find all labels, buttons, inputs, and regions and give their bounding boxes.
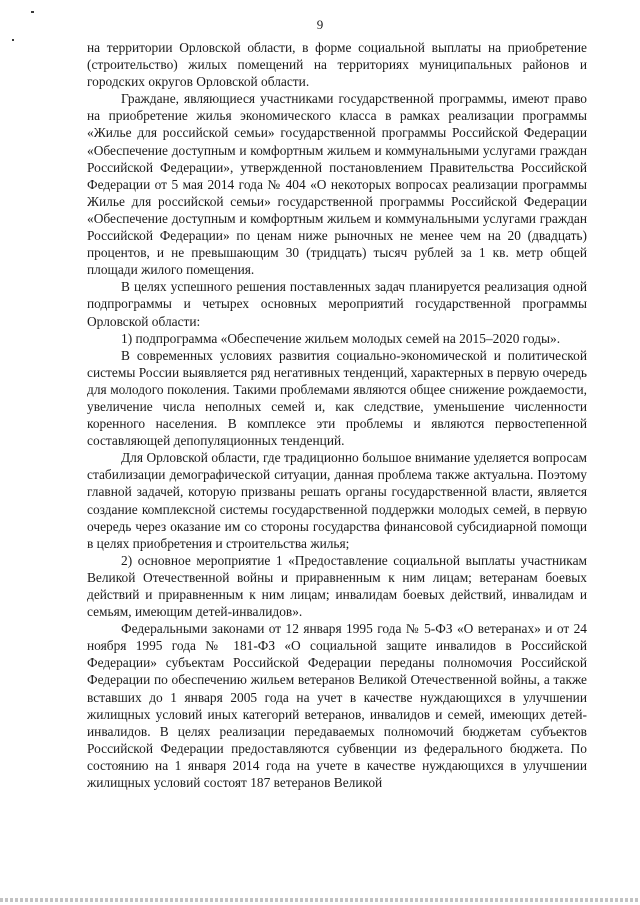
scan-edge <box>0 898 640 902</box>
scan-mark <box>31 11 34 13</box>
paragraph: Граждане, являющиеся участниками государственной программы, имеют право на приобретение жилья экономического класса в рамках реализации программы «Жилье для российской семьи» государственной программы Российской Федерации «Обеспечение доступным и комфортным жильем и коммунальными услугами граждан Российской Федерации», утвержденной постановлением Правительства Российской Федерации от 5 мая 2014 года № 404 «О некоторых вопросах реализации программы Жилье для российской семьи» государственной программы Российской Федерации «Обеспечение доступным и комфортным жильем и коммунальными услугами граждан Российской Федерации» по ценам ниже рыночных не менее чем на 20 (двадцать) процентов, и не превышающим 30 (тридцать) тысяч рублей за 1 кв. метр общей площади жилого помещения. <box>87 91 587 278</box>
list-item-heading: 1) подпрограмма «Обеспечение жильем молодых семей на 2015–2020 годы». <box>121 330 561 346</box>
page-number: 9 <box>316 17 324 32</box>
paragraph: Федеральными законами от 12 января 1995 года № 5-ФЗ «О ветеранах» и от 24 ноября 1995 года № 181-ФЗ «О социальной защите инвалидов в Российской Федерации» субъектам Российской Федерации переданы полномочия Российской Федерации по обеспечению жильем ветеранов Великой Отечественной войны, а также вставших до 1 января 2005 года на учет в качестве нуждающихся в улучшении жилищных условий иных категорий ветеранов, инвалидов и семей, имеющих детей-инвалидов. В целях реализации передаваемых полномочий бюджетам субъектов Российской Федерации предоставляются субвенции из федерального бюджета. По состоянию на 1 января 2014 года на учете в качестве нуждающихся в улучшении жилищных условий состоят 187 ветеранов Великой <box>87 621 587 791</box>
list-item-heading: 2) основное мероприятие 1 «Предоставление социальной выплаты участникам Великой Отечественной войны и приравненным к ним лицам; ветеранам боевых действий и приравненным к ним лицам; инвалидам боевых действий, инвалидам и семьям, имеющим детей-инвалидов». <box>87 552 587 620</box>
body-text <box>87 39 587 791</box>
scan-mark <box>12 39 14 41</box>
paragraph: В целях успешного решения поставленных задач планируется реализация одной подпрограммы и четырех основных мероприятий государственной программы Орловской области: <box>87 279 587 329</box>
paragraph: В современных условиях развития социально-экономической и политической системы России выявляется ряд негативных тенденций, характерных в первую очередь для молодого поколения. Такими проблемами являются общее снижение рождаемости, увеличение числа неполных семей и, как следствие, уменьшение численности коренного населения. В комплексе эти проблемы и являются первостепенной составляющей депопуляционных тенденций. <box>87 347 587 449</box>
paragraph: на территории Орловской области, в форме социальной выплаты на приобретение (строительство) жилых помещений на территориях муниципальных районов и городских округов Орловской области. <box>87 40 587 90</box>
paragraph: Для Орловской области, где традиционно большое внимание уделяется вопросам стабилизации демографической ситуации, данная проблема также актуальна. Поэтому главной задачей, которую призваны решать органы государственной власти, является создание комплексной системы государственной поддержки молодых семей, в первую очередь через оказание им со стороны государства финансовой субсидиарной помощи в целях приобретения и строительства жилья; <box>87 450 587 551</box>
